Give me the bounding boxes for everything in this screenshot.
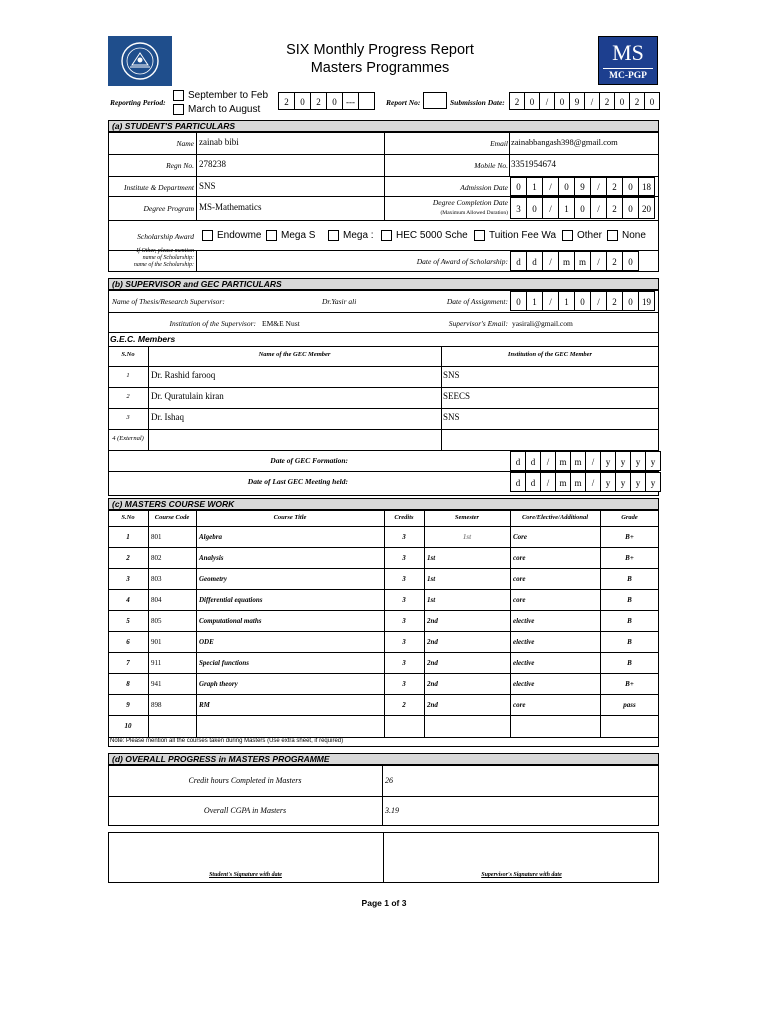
admission-digit[interactable]: 9	[574, 177, 591, 196]
if-other-line3: name of the Scholarship:	[133, 262, 194, 268]
award-digit[interactable]: 2	[606, 251, 623, 271]
course-title[interactable]: Geometry	[199, 575, 227, 583]
supervisor-signature-label[interactable]: Supervisor's Signature with date	[481, 872, 562, 878]
gec-date-digit[interactable]: y	[615, 451, 631, 471]
course-credits[interactable]: 3	[402, 617, 406, 625]
col-line	[441, 346, 442, 450]
row-line	[108, 366, 659, 367]
row-line	[108, 589, 659, 590]
section-c-header: (c) MASTERS COURSE WORK	[108, 498, 659, 510]
submission-digit[interactable]: 2	[599, 92, 615, 110]
award-digit[interactable]: d	[526, 251, 543, 271]
gec-meeting-label: Date of Last GEC Meeting held:	[247, 477, 348, 486]
course-title[interactable]: Differential equations	[199, 596, 263, 604]
award-digit[interactable]: /	[590, 251, 607, 271]
gec-row-inst[interactable]: SEECS	[443, 391, 471, 401]
gec-row-sno: 3	[126, 414, 130, 421]
year-digit[interactable]: ---	[342, 92, 359, 110]
scholarship-option-label: Tuition Fee Wa	[489, 230, 557, 241]
course-grade[interactable]: B	[627, 617, 632, 625]
completion-note: (Maximum Allowed Duration)	[440, 210, 508, 216]
course-sno: 1	[126, 533, 130, 541]
course-grade[interactable]: B	[627, 596, 632, 604]
course-sno: 2	[126, 554, 130, 562]
course-title[interactable]: Algebra	[199, 533, 222, 541]
course-type[interactable]: core	[513, 554, 526, 562]
course-sno: 7	[126, 659, 130, 667]
course-grade[interactable]: B	[627, 638, 632, 646]
gec-date-digit[interactable]: y	[600, 451, 616, 471]
col-line	[382, 765, 383, 826]
completion-label: Degree Completion Date	[432, 198, 508, 207]
gec-row-inst[interactable]: SNS	[443, 370, 460, 380]
course-note-frame	[108, 737, 659, 747]
completion-digit[interactable]: 0	[526, 197, 543, 219]
gec-row-sno: 2	[126, 393, 130, 400]
course-semester[interactable]: 1st	[427, 554, 436, 562]
course-code[interactable]: 805	[151, 617, 162, 625]
mobile-value[interactable]: 3351954674	[511, 159, 556, 169]
gec-row-name[interactable]: Dr. Quratulain kiran	[151, 391, 224, 401]
checkbox-scholarship[interactable]	[381, 230, 392, 241]
course-type[interactable]: elective	[513, 659, 535, 667]
institute-label: Institute & Department	[124, 183, 194, 192]
row-line	[108, 526, 659, 527]
course-semester[interactable]: 2nd	[427, 680, 438, 688]
course-code[interactable]: 911	[151, 659, 162, 667]
row-line	[108, 429, 659, 430]
submission-digit[interactable]: 0	[554, 92, 570, 110]
course-code[interactable]: 941	[151, 680, 162, 688]
scholarship-option-label: Other	[577, 230, 603, 241]
university-logo	[108, 36, 172, 86]
year-digit[interactable]: 2	[310, 92, 327, 110]
row-line	[108, 547, 659, 548]
completion-digit[interactable]: /	[542, 197, 559, 219]
if-other-line2: name of Scholarship:	[142, 255, 194, 261]
course-code[interactable]: 802	[151, 554, 162, 562]
gec-date-digit[interactable]: d	[510, 472, 526, 492]
gec-date-digit[interactable]: /	[540, 472, 556, 492]
name-label: Name	[176, 139, 194, 148]
submission-date-label: Submission Date:	[450, 98, 505, 107]
program-value[interactable]: MS-Mathematics	[199, 202, 262, 212]
row-line	[108, 387, 659, 388]
reporting-period-label: Reporting Period:	[110, 98, 166, 107]
course-grade[interactable]: B+	[625, 533, 634, 541]
gec-formation-label: Date of GEC Formation:	[270, 456, 348, 465]
badge-code: MS	[612, 40, 644, 65]
assignment-digit[interactable]: 0	[574, 291, 591, 311]
course-code[interactable]: 901	[151, 638, 162, 646]
admission-digit[interactable]: /	[542, 177, 559, 196]
assignment-digit[interactable]: 2	[606, 291, 623, 311]
submission-digit[interactable]: 0	[644, 92, 660, 110]
completion-digit[interactable]: 0	[574, 197, 591, 219]
col-line	[424, 510, 425, 738]
assignment-label: Date of Assignment:	[446, 297, 508, 306]
completion-digit[interactable]: 20	[638, 197, 655, 219]
row-line	[108, 796, 659, 797]
gec-row-name[interactable]: Dr. Rashid farooq	[151, 370, 216, 380]
submission-digit[interactable]: /	[539, 92, 555, 110]
scholarship-option-label: None	[622, 230, 646, 241]
course-sno: 5	[126, 617, 130, 625]
course-header: Course Code	[154, 514, 190, 521]
year-digit[interactable]: 0	[294, 92, 311, 110]
submission-digit[interactable]: 2	[629, 92, 645, 110]
assignment-digit[interactable]: 19	[638, 291, 655, 311]
col-line	[510, 510, 511, 738]
gec-date-digit[interactable]: d	[510, 451, 526, 471]
course-grade[interactable]: B	[627, 575, 632, 583]
gec-date-digit[interactable]: m	[570, 451, 586, 471]
supervisor-value[interactable]: Dr.Yasir ali	[322, 297, 357, 306]
course-sno: 6	[126, 638, 130, 646]
course-type[interactable]: elective	[513, 638, 535, 646]
course-header: Core/Elective/Additional	[521, 514, 589, 521]
course-title[interactable]: Graph theory	[199, 680, 238, 688]
section-b-header: (b) SUPERVISOR and GEC PARTICULARS	[108, 278, 659, 290]
gec-date-digit[interactable]: m	[555, 472, 571, 492]
course-type[interactable]: elective	[513, 617, 535, 625]
gec-row-inst[interactable]: SNS	[443, 412, 460, 422]
gec-date-digit[interactable]: /	[585, 472, 601, 492]
row-line	[108, 673, 659, 674]
gec-date-digit[interactable]: d	[525, 472, 541, 492]
admission-digit[interactable]: 1	[526, 177, 543, 196]
row-line	[108, 568, 659, 569]
year-digit[interactable]: 2	[278, 92, 295, 110]
course-header: Semester	[454, 514, 480, 521]
ms-badge	[598, 36, 658, 85]
course-credits[interactable]: 3	[402, 596, 406, 604]
gec-date-digit[interactable]: /	[585, 451, 601, 471]
assignment-digit[interactable]: /	[542, 291, 559, 311]
course-header: S.No	[121, 514, 135, 521]
regn-value[interactable]: 278238	[199, 159, 226, 169]
course-title[interactable]: Analysis	[199, 554, 224, 562]
completion-digit[interactable]: 3	[510, 197, 527, 219]
completion-digit[interactable]: 1	[558, 197, 575, 219]
admission-digit[interactable]: 0	[510, 177, 527, 196]
course-sno: 10	[124, 722, 132, 730]
gec-date-digit[interactable]: m	[555, 451, 571, 471]
course-title[interactable]: RM	[199, 701, 210, 709]
row-line	[108, 332, 659, 333]
gec-row-sno: 4 (External)	[112, 435, 144, 442]
student-signature-label[interactable]: Student's Signature with date	[209, 872, 282, 878]
row-line	[108, 610, 659, 611]
scholarship-option-label: Mega S	[281, 230, 316, 241]
sup-email-label: Supervisor's Email:	[448, 319, 508, 328]
email-label: Email	[490, 139, 508, 148]
course-credits[interactable]: 3	[402, 680, 406, 688]
sup-institution-label: Institution of the Supervisor:	[169, 319, 256, 328]
course-sno: 8	[126, 680, 130, 688]
row-line	[108, 715, 659, 716]
course-semester[interactable]: 2nd	[427, 701, 438, 709]
if-other-line1: If Other, please mention	[136, 248, 194, 254]
course-sno: 4	[126, 596, 130, 604]
admission-digit[interactable]: 0	[558, 177, 575, 196]
course-credits[interactable]: 3	[402, 554, 406, 562]
course-semester[interactable]: 2nd	[427, 638, 438, 646]
award-digit[interactable]: /	[542, 251, 559, 271]
assignment-digit[interactable]: 0	[622, 291, 639, 311]
gec-header-name: Name of the GEC Member	[258, 351, 331, 358]
section-d-header: (d) OVERALL PROGRESS in MASTERS PROGRAMME	[108, 753, 659, 765]
row-line	[108, 408, 659, 409]
course-type[interactable]: core	[513, 701, 526, 709]
assignment-digit[interactable]: 0	[510, 291, 527, 311]
gec-members-title: G.E.C. Members	[110, 334, 176, 344]
course-code[interactable]: 803	[151, 575, 162, 583]
credit-hours-value[interactable]: 26	[385, 776, 393, 785]
row-line	[108, 694, 659, 695]
cgpa-value[interactable]: 3.19	[385, 806, 399, 815]
badge-divider	[603, 68, 653, 69]
checkbox-scholarship[interactable]	[562, 230, 573, 241]
report-title: SIX Monthly Progress Report	[286, 42, 474, 58]
badge-sub: MC-PGP	[609, 71, 647, 81]
course-grade[interactable]: pass	[623, 701, 636, 709]
completion-digit[interactable]: 0	[622, 197, 639, 219]
course-semester[interactable]: 1st	[462, 533, 472, 541]
admission-digit[interactable]: 2	[606, 177, 623, 196]
row-line	[108, 652, 659, 653]
course-code[interactable]: 801	[151, 533, 162, 541]
scholarship-option-label: Endowme	[217, 230, 262, 241]
report-subtitle: Masters Programmes	[310, 60, 450, 76]
checkbox-sep-feb[interactable]	[173, 90, 184, 101]
submission-digit[interactable]: 0	[614, 92, 630, 110]
institute-value[interactable]: SNS	[199, 181, 216, 191]
gec-header-inst: Institution of the GEC Member	[507, 351, 593, 358]
name-value[interactable]: zainab bibi	[199, 137, 239, 147]
option-mar-aug: March to August	[188, 104, 261, 115]
sup-institution-value[interactable]: EM&E Nust	[262, 319, 300, 328]
course-header: Grade	[621, 514, 638, 521]
admission-digit[interactable]: 18	[638, 177, 655, 196]
course-type[interactable]: Core	[513, 533, 527, 541]
gec-date-digit[interactable]: y	[630, 472, 646, 492]
section-a-header: (a) STUDENT'S PARTICULARS	[108, 120, 659, 132]
col-line	[148, 346, 149, 450]
submission-digit[interactable]: /	[584, 92, 600, 110]
scholarship-option-label: Mega :	[343, 230, 374, 241]
course-credits[interactable]: 3	[402, 533, 406, 541]
course-semester[interactable]: 1st	[427, 575, 436, 583]
gec-date-digit[interactable]: d	[525, 451, 541, 471]
report-no-label: Report No:	[386, 98, 421, 107]
checkbox-scholarship[interactable]	[607, 230, 618, 241]
mobile-label: Mobile No.	[474, 161, 508, 170]
assignment-digit[interactable]: /	[590, 291, 607, 311]
completion-digit[interactable]: /	[590, 197, 607, 219]
row-line	[108, 631, 659, 632]
sup-email-value[interactable]: yasirali@gmail.com	[512, 319, 573, 328]
course-title[interactable]: Special functions	[199, 659, 249, 667]
supervisor-label: Name of Thesis/Research Supervisor:	[112, 297, 225, 306]
award-date-label: Date of Award of Scholarship:	[416, 257, 508, 266]
gec-header-sno: S.No	[121, 351, 135, 358]
checkbox-scholarship[interactable]	[474, 230, 485, 241]
course-sno: 3	[126, 575, 130, 583]
credit-hours-label: Credit hours Completed in Masters	[188, 776, 302, 785]
cgpa-label: Overall CGPA in Masters	[203, 806, 287, 815]
course-semester[interactable]: 1st	[427, 596, 436, 604]
admission-digit[interactable]: 0	[622, 177, 639, 196]
year-digit[interactable]	[358, 92, 375, 110]
row-line	[108, 312, 659, 313]
submission-digit[interactable]: 0	[524, 92, 540, 110]
course-semester[interactable]: 2nd	[427, 659, 438, 667]
email-value[interactable]: zainabbangash398@gmail.com	[511, 137, 618, 147]
checkbox-scholarship[interactable]	[202, 230, 213, 241]
col-line	[196, 250, 197, 272]
course-type[interactable]: elective	[513, 680, 535, 688]
course-note: Note: Please mention all the courses taken during Masters (Use extra sheet, if required)	[110, 738, 344, 744]
assignment-digit[interactable]: 1	[558, 291, 575, 311]
admission-digit[interactable]: /	[590, 177, 607, 196]
report-no-field[interactable]	[423, 92, 447, 109]
assignment-digit[interactable]: 1	[526, 291, 543, 311]
checkbox-mar-aug[interactable]	[173, 104, 184, 115]
gec-date-digit[interactable]: y	[645, 451, 661, 471]
row-line	[108, 346, 659, 347]
gec-date-digit[interactable]: y	[645, 472, 661, 492]
course-header: Credits	[394, 514, 414, 521]
gec-row-name[interactable]: Dr. Ishaq	[151, 412, 184, 422]
scholarship-option-label: HEC 5000 Sche	[396, 230, 468, 241]
course-credits[interactable]: 3	[402, 575, 406, 583]
course-title[interactable]: ODE	[199, 638, 214, 646]
award-digit[interactable]: 0	[622, 251, 639, 271]
submission-digit[interactable]: 2	[509, 92, 525, 110]
course-sno: 9	[126, 701, 130, 709]
gec-date-digit[interactable]: y	[600, 472, 616, 492]
gec-date-digit[interactable]: /	[540, 451, 556, 471]
gec-date-digit[interactable]: y	[630, 451, 646, 471]
completion-digit[interactable]: 2	[606, 197, 623, 219]
course-semester[interactable]: 2nd	[427, 617, 438, 625]
course-header: Course Title	[273, 514, 307, 521]
award-digit[interactable]: m	[558, 251, 575, 271]
course-code[interactable]: 804	[151, 596, 162, 604]
gec-row-sno: 1	[126, 372, 130, 379]
option-sep-feb: September to Feb	[188, 90, 269, 101]
course-grade[interactable]: B	[627, 659, 632, 667]
col-line	[509, 132, 510, 176]
page-number: Page 1 of 3	[361, 898, 407, 908]
course-credits[interactable]: 3	[402, 638, 406, 646]
award-digit[interactable]: d	[510, 251, 527, 271]
gec-date-digit[interactable]: m	[570, 472, 586, 492]
course-credits[interactable]: 2	[402, 701, 406, 709]
program-label: Degree Program	[143, 204, 194, 213]
regn-label: Regn No.	[166, 161, 194, 170]
course-grade[interactable]: B+	[625, 680, 634, 688]
checkbox-scholarship[interactable]	[266, 230, 277, 241]
scholarship-label: Scholarship Award	[137, 232, 194, 241]
course-type[interactable]: core	[513, 596, 526, 604]
gec-date-digit[interactable]: y	[615, 472, 631, 492]
col-line	[196, 510, 197, 738]
award-digit[interactable]: m	[574, 251, 591, 271]
course-type[interactable]: core	[513, 575, 526, 583]
checkbox-scholarship[interactable]	[328, 230, 339, 241]
row-line	[108, 220, 659, 221]
course-credits[interactable]: 3	[402, 659, 406, 667]
submission-digit[interactable]: 9	[569, 92, 585, 110]
year-digit[interactable]: 0	[326, 92, 343, 110]
course-code[interactable]: 898	[151, 701, 162, 709]
admission-label: Admission Date	[460, 183, 508, 192]
course-title[interactable]: Computational maths	[199, 617, 262, 625]
col-line	[148, 510, 149, 738]
course-grade[interactable]: B+	[625, 554, 634, 562]
